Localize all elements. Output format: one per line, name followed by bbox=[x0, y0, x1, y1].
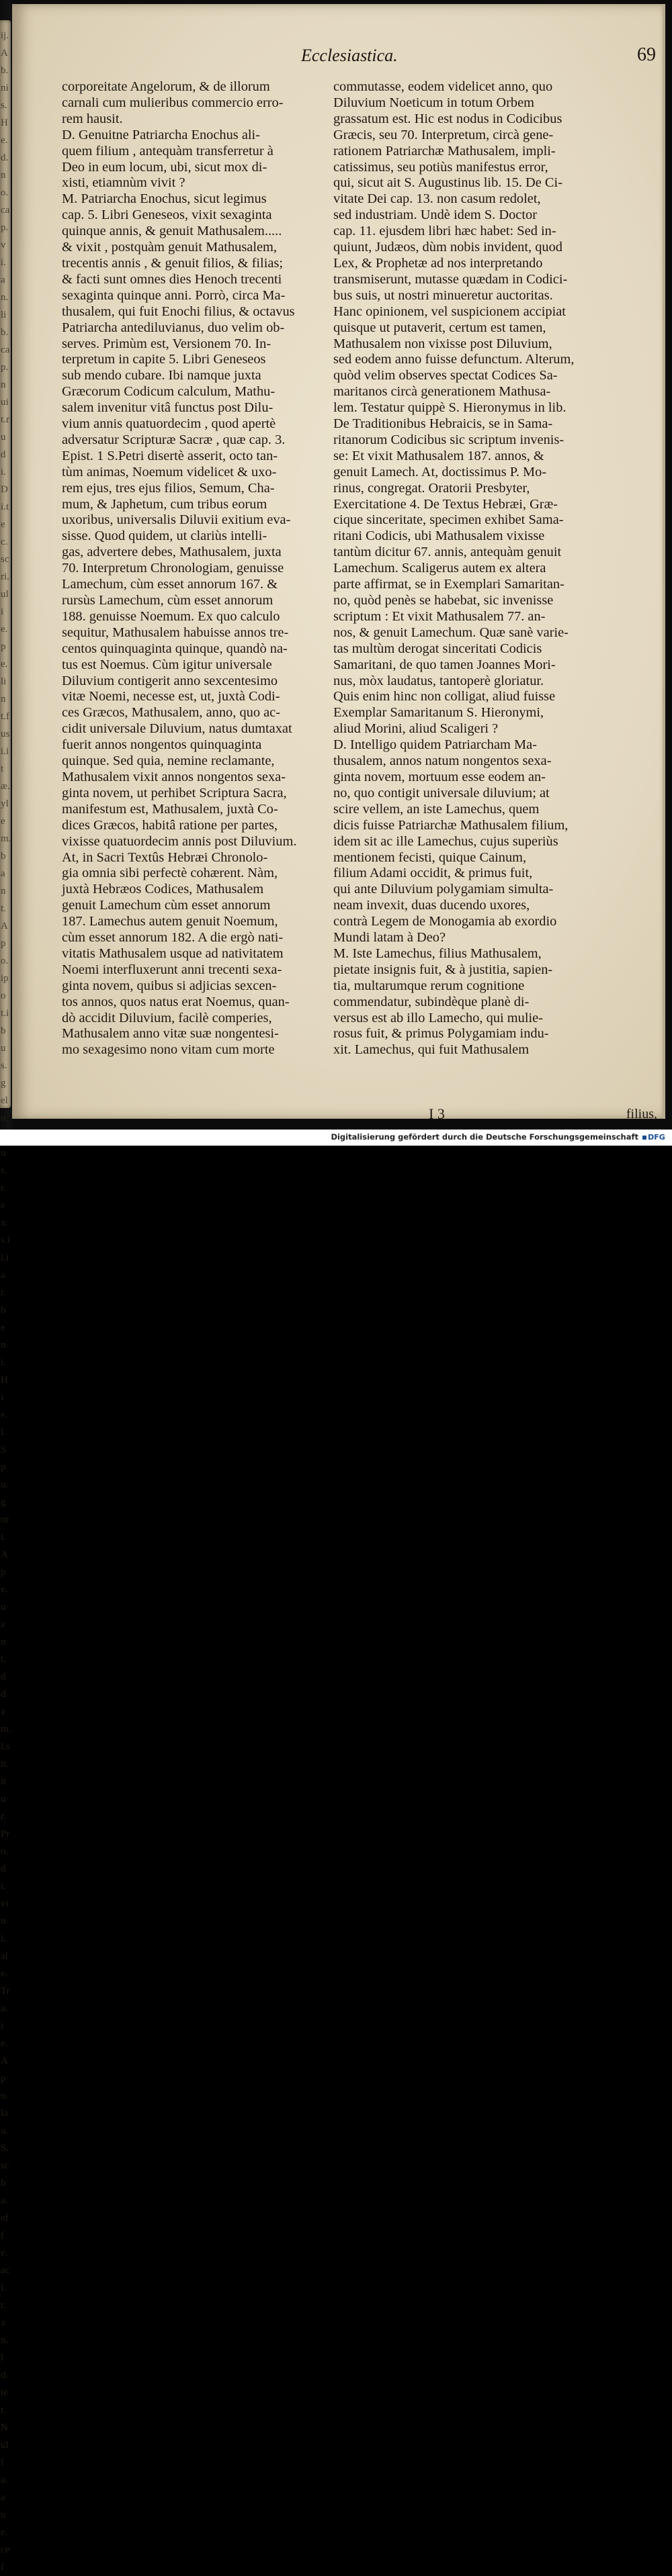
text-line: Mathusalem vixit annos nongentos sexa- bbox=[62, 769, 286, 784]
text-line: Mathusalem non vixisse post Diluvium, bbox=[333, 336, 552, 351]
text-line: dò accidit Diluvium, facilè comperies, bbox=[62, 1010, 272, 1025]
text-line: De Traditionibus Hebraicis, se in Sama- bbox=[333, 416, 553, 432]
text-line: gia omnia sibi perfectè cohærent. Nàm, bbox=[62, 866, 278, 881]
text-line: Quis enim hinc non colligat, aliud fuisse bbox=[333, 689, 556, 704]
text-line: Diluvium Noeticum in totum Orbem bbox=[333, 95, 535, 110]
text-line: parte affirmat, se in Exemplari Samaritan- bbox=[333, 577, 564, 592]
text-line: rursùs Lamechum, cùm esset annorum bbox=[62, 593, 274, 608]
text-line: uxoribus, universalis Diluvii exitium eva- bbox=[62, 512, 291, 528]
text-line: 188. genuisse Noemum. Ex quo calculo bbox=[62, 608, 280, 624]
text-line: cap. 5. Libri Geneseos, vixit sexaginta bbox=[62, 208, 272, 223]
text-column-left bbox=[62, 79, 321, 1058]
funding-bar bbox=[0, 1130, 672, 1146]
text-line: D. Genuitne Patriarcha Enochus ali- bbox=[62, 127, 260, 142]
text-line: centos quinquaginta quinque, quandò na- bbox=[62, 641, 288, 656]
text-line: cap. 11. ejusdem libri hæc habet: Sed in- bbox=[333, 224, 556, 239]
text-line: fuerit annos nongentos quinquaginta bbox=[62, 737, 262, 753]
text-line: manifestum est, Mathusalem, juxtà Co- bbox=[62, 801, 278, 817]
text-line: vitæ Noemi, necesse est, ut, juxtà Codi- bbox=[62, 689, 280, 704]
text-line: sub mendo cubare. Ibi namque juxta bbox=[62, 368, 261, 383]
text-line: M. Iste Lamechus, filius Mathusalem, bbox=[333, 946, 542, 961]
text-line: sequitur, Mathusalem habuisse annos tre- bbox=[62, 625, 289, 640]
text-line: Patriarcha antediluvianus, duo velim ob- bbox=[62, 320, 285, 335]
text-line: salem invenitur vitâ functus post Dilu- bbox=[62, 400, 274, 416]
text-line: & facti sunt omnes dies Henoch trecenti bbox=[62, 271, 282, 287]
text-line: 187. Lamechus autem genuit Noemum, bbox=[62, 914, 278, 929]
text-line: ginta novem, ut perhibet Scriptura Sacra, bbox=[62, 785, 287, 800]
text-line: thusalem, annos natum nongentos sexa- bbox=[333, 753, 552, 769]
text-line: tantùm dicitur 67. annis, antequàm genuit bbox=[333, 545, 562, 560]
text-line: genuit Lamech. At, doctissimus P. Mo- bbox=[333, 464, 547, 479]
text-line: terpretum in capite 5. Libri Geneseos bbox=[62, 352, 266, 367]
text-line: serves. Primùm est, Versionem 70. In- bbox=[62, 336, 271, 351]
text-line: tos annos, quos natus erat Noemus, quan- bbox=[62, 994, 290, 1009]
text-line: ritani Codicis, ubi Mathusalem vixisse bbox=[333, 528, 545, 544]
text-line: rinus, congregat. Oratorii Presbyter, bbox=[333, 480, 530, 496]
text-line: Lamechum, cùm esset annorum 167. & bbox=[62, 577, 278, 592]
text-line: no, quo contigit universale diluvium; at bbox=[333, 785, 550, 800]
text-line: sed industriam. Undè idem S. Doctor bbox=[333, 208, 537, 223]
text-line: corporeitate Angelorum, & de illorum bbox=[62, 79, 270, 94]
text-line: sed eodem anno fuisse defunctum. Alterum, bbox=[333, 352, 575, 367]
text-line: Græcorum Codicum calculum, Mathu- bbox=[62, 384, 276, 400]
text-line: mo sexagesimo nono vitam cum morte bbox=[62, 1042, 275, 1058]
text-line: tùm animas, Noemum videlicet & uxo- bbox=[62, 464, 277, 479]
text-line: nus, mòx laudatus, tantoperè gloriatur. bbox=[333, 673, 544, 688]
text-column-right bbox=[333, 79, 593, 1058]
text-line: pietate insignis fuit, & à justitia, sapien- bbox=[333, 962, 553, 977]
text-line: tus est Noemus. Cùm igitur universale bbox=[62, 657, 272, 672]
text-line: quem filium , antequàm transferretur à bbox=[62, 143, 274, 158]
page-footer bbox=[59, 1105, 657, 1125]
text-line: aliud Morini, aliud Scaligeri ? bbox=[333, 721, 499, 737]
text-line: vitatis Mathusalem usque ad nativitatem bbox=[62, 946, 284, 961]
text-line: At, in Sacri Textûs Hebræi Chronolo- bbox=[62, 849, 268, 865]
text-line: Mundi latam à Deo? bbox=[333, 930, 446, 946]
text-line: vium annis quatuordecim , quod apertè bbox=[62, 416, 276, 432]
text-line: rem ejus, tres ejus filios, Semum, Cha- bbox=[62, 480, 275, 496]
text-line: Mathusalem anno vitæ suæ nongentesi- bbox=[62, 1026, 279, 1042]
text-line: se: Et vixit Mathusalem 187. annos, & bbox=[333, 448, 544, 463]
text-line: Hanc opinionem, vel suspicionem accipiat bbox=[333, 304, 566, 319]
text-line: xit. Lamechus, qui fuit Mathusalem bbox=[333, 1042, 530, 1058]
text-line: idem sit ac ille Lamechus, cujus superiùs bbox=[333, 833, 558, 849]
text-line: ces Græcos, Mathusalem, anno, quo ac- bbox=[62, 705, 281, 721]
text-line: cique sinceritate, specimen exhibet Sama- bbox=[333, 512, 564, 528]
page-number: 69 bbox=[637, 44, 656, 65]
text-line: rosus fuit, & primus Polygamiam indu- bbox=[333, 1026, 549, 1042]
text-line: dices Græcos, habitâ ratione per partes, bbox=[62, 817, 278, 833]
book-page bbox=[12, 4, 665, 1122]
text-line: sisse. Quod quidem, ut clariùs intelli- bbox=[62, 528, 267, 544]
text-line: neam invexit, duas ducendo uxores, bbox=[333, 898, 530, 913]
text-line: versus est ab illo Lamecho, qui mulie- bbox=[333, 1010, 544, 1025]
text-line: Noemi interfluxerunt anni trecenti sexa- bbox=[62, 962, 282, 977]
text-line: thusalem, qui fuit Enochi filius, & octavus bbox=[62, 304, 295, 319]
text-line: bus suis, ut nostri minueretur auctoritas. bbox=[333, 287, 553, 303]
text-line: no, quòd penès se habebat, sic invenisse bbox=[333, 593, 554, 608]
text-line: contrà Legem de Monogamia ab exordio bbox=[333, 914, 557, 929]
text-line: filium Adami occidit, & primus fuit, bbox=[333, 866, 533, 881]
text-line: trecentis annis , & genuit filios, & filias; bbox=[62, 255, 284, 271]
text-line: cidit universale Diluvium, natus dumtaxat bbox=[62, 721, 292, 737]
text-line: sexaginta quinque anni. Porrò, circa Ma- bbox=[62, 287, 286, 303]
text-line: quinque. Sed quia, nemine reclamante, bbox=[62, 753, 275, 769]
text-line: commutasse, eodem videlicet anno, quo bbox=[333, 79, 553, 94]
text-line: rem hausit. bbox=[62, 111, 123, 126]
text-line: cùm esset annorum 182. A die ergò nati- bbox=[62, 930, 284, 946]
text-line: quinque annis, & genuit Mathusalem..... bbox=[62, 224, 282, 239]
text-line: Græcis, seu 70. Interpretum, circà gene- bbox=[333, 127, 554, 142]
funding-credit: Digitalisierung gefördert durch die Deutsche Forschungsgemeinschaft bbox=[331, 1132, 638, 1142]
text-line: quòd velim observes spectat Codices Sa- bbox=[333, 368, 558, 383]
text-line: scire vellem, an iste Lamechus, quem bbox=[333, 801, 540, 817]
text-line: Lamechum. Scaligerus autem ex altera bbox=[333, 561, 546, 576]
text-line: Samaritani, de quo tamen Joannes Mori- bbox=[333, 657, 556, 672]
dfg-logo: DFG bbox=[641, 1132, 667, 1143]
text-line: ritanorum Codicibus sic scriptum invenis- bbox=[333, 432, 564, 447]
text-line: rationem Patriarchæ Mathusalem, impli- bbox=[333, 143, 556, 158]
page-right-edge bbox=[663, 4, 665, 1119]
text-line: ginta novem, quibus si adjicias sexcen- bbox=[62, 978, 277, 993]
text-line: gas, advertere debes, Mathusalem, juxta bbox=[62, 545, 282, 560]
catchword: filius, bbox=[626, 1107, 657, 1121]
running-title: Ecclesiastica. bbox=[301, 46, 398, 65]
text-line: genuit Lamechum cùm esset annorum bbox=[62, 898, 271, 913]
text-line: tas multùm derogat sinceritati Codicis bbox=[333, 641, 542, 656]
text-line: D. Intelligo quidem Patriarcham Ma- bbox=[333, 737, 537, 753]
text-line: & vixit , postquàm genuit Mathusalem, bbox=[62, 240, 277, 255]
text-line: commendatur, subindèque planè di- bbox=[333, 994, 530, 1009]
text-line: dicis fuisse Patriarchæ Mathusalem filium, bbox=[333, 817, 569, 833]
text-line: ginta novem, mortuum esse eodem an- bbox=[333, 769, 546, 784]
text-line: Epist. 1 S.Petri disertè asserit, octo tan- bbox=[62, 448, 278, 463]
text-line: maritanos circà generationem Mathusa- bbox=[333, 384, 551, 400]
text-line: lem. Testatur quippè S. Hieronymus in lib. bbox=[333, 400, 566, 416]
text-line: Exemplar Samaritanum S. Hieronymi, bbox=[333, 705, 544, 721]
page-header bbox=[59, 44, 657, 71]
text-line: qui ante Diluvium polygamiam simulta- bbox=[333, 882, 554, 897]
text-line: Lex, & Prophetæ ad nos interpretando bbox=[333, 255, 543, 271]
text-line: mentionem fecisti, quique Cainum, bbox=[333, 849, 527, 865]
left-page-fragment-text: ij.Ab.nis.He.d.no.cap.vi.an.lib.cap.nuit.rudi.Di.tec.scri.ulie.pe.lint.fusi.itæ.ylem.bant.Apo.ipot.ibus.gelo. us.r.ex.s.il.iar.beni.Hie.l.Spu.gori.Ape.uant.ddam.l.sit.itur.Pro.di.vini.ale.Tra.ie.Apo.lau.S.scha.effe.aci.r.an.ld.ter.Nulla.aue.cef bbox=[1, 30, 11, 2573]
left-page-edge bbox=[0, 20, 11, 2573]
text-line: vitate Dei cap. 13. non casum redolet, bbox=[333, 191, 541, 207]
text-line: 70. Interpretum Chronologiam, genuisse bbox=[62, 561, 284, 576]
signature-mark: I 3 bbox=[429, 1105, 445, 1122]
text-line: Diluvium contigerit anno sexcentesimo bbox=[62, 673, 278, 688]
text-line: transmiserunt, mutasse quædam in Codici- bbox=[333, 271, 568, 287]
text-line: quiunt, Judæos, dùm nobis invident, quod bbox=[333, 240, 562, 255]
text-line: carnali cum mulieribus commercio erro- bbox=[62, 95, 284, 110]
text-line: xisti, etiamnùm vivit ? bbox=[62, 175, 185, 191]
text-line: quisque ut putaverit, certum est tamen, bbox=[333, 320, 546, 335]
text-line: Exercitatione 4. De Textus Hebræi, Græ- bbox=[333, 496, 558, 512]
text-line: nos, & genuit Lamechum. Quæ sanè varie- bbox=[333, 625, 569, 640]
text-line: mum, & Japhetum, cum tribus eorum bbox=[62, 496, 267, 512]
text-line: juxtà Hebræos Codices, Mathusalem bbox=[62, 882, 264, 897]
text-line: qui, sicut ait S. Augustinus lib. 15. De Ci- bbox=[333, 175, 562, 191]
text-line: Deo in eum locum, ubi, sicut mox di- bbox=[62, 159, 267, 175]
text-line: catissimus, seu potiùs manifestus error, bbox=[333, 159, 548, 175]
text-line: grassatum est. Hic est nodus in Codicibus bbox=[333, 111, 562, 126]
text-line: M. Patriarcha Enochus, sicut legimus bbox=[62, 191, 267, 207]
text-line: tia, multarumque rerum cognitione bbox=[333, 978, 525, 993]
text-line: vixisse quatuordecim annis post Diluvium. bbox=[62, 833, 297, 849]
text-line: adversatur Scripturæ Sacræ , quæ cap. 3. bbox=[62, 432, 286, 447]
text-line: scriptum : Et vixit Mathusalem 77. an- bbox=[333, 608, 546, 624]
